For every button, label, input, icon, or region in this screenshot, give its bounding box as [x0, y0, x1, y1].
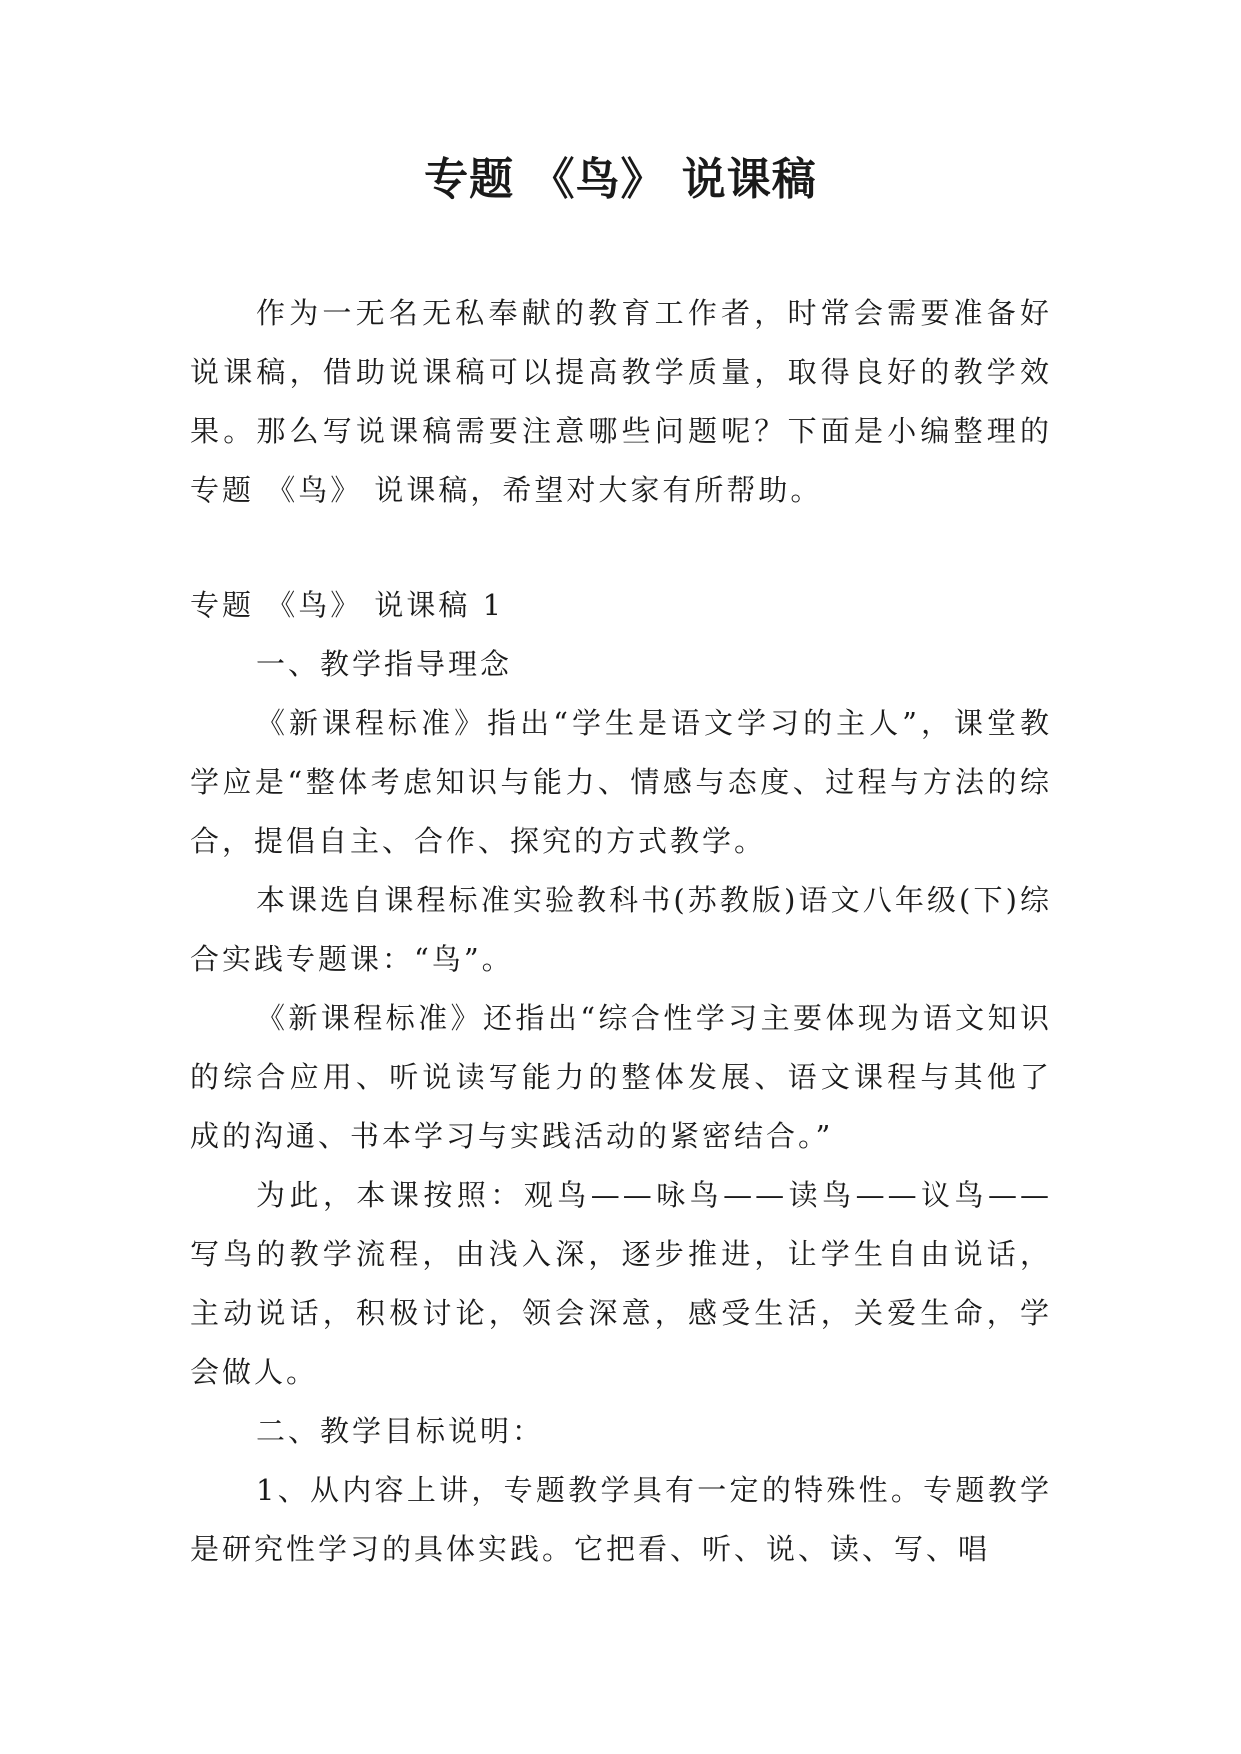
section-title: 专题 《鸟》 说课稿 1 — [190, 588, 505, 622]
paragraph-comprehensive-learning: 《新课程标准》还指出“综合性学习主要体现为语文知识的综合应用、听说读写能力的整体发展、语文课程与其他了成的沟通、书本学习与实践活动的紧密结合。” — [190, 1001, 1052, 1153]
intro-block — [190, 284, 1052, 520]
paragraph-curriculum-standard: 《新课程标准》指出“学生是语文学习的主人”，课堂教学应是“整体考虑知识与能力、情感与态度、过程与方法的综合，提倡自主、合作、探究的方式教学。 — [190, 706, 1052, 858]
heading-teaching-goals: 二、教学目标说明： — [256, 1414, 545, 1448]
document-title: 专题 《鸟》 说课稿 — [424, 154, 817, 205]
content-block — [190, 576, 1052, 1579]
paragraph-lesson-source: 本课选自课程标准实验教科书(苏教版)语文八年级(下)综合实践专题课：“鸟”。 — [190, 883, 1052, 976]
heading-teaching-philosophy: 一、教学指导理念 — [256, 647, 513, 681]
intro-paragraph: 作为一无名无私奉献的教育工作者，时常会需要准备好说课稿，借助说课稿可以提高教学质量，取得良好的教学效果。那么写说课稿需要注意哪些问题呢？下面是小编整理的专题 《鸟》 说课稿，希望对大家有所帮助。 — [190, 296, 1052, 507]
paragraph-goal-1: 1、从内容上讲，专题教学具有一定的特殊性。专题教学是研究性学习的具体实践。它把看、听、说、读、写、唱 — [190, 1473, 1052, 1566]
paragraph-teaching-flow: 为此，本课按照：观鸟——咏鸟——读鸟——议鸟——写鸟的教学流程，由浅入深，逐步推进，让学生自由说话，主动说话，积极讨论，领会深意，感受生活，关爱生命，学会做人。 — [190, 1178, 1052, 1389]
